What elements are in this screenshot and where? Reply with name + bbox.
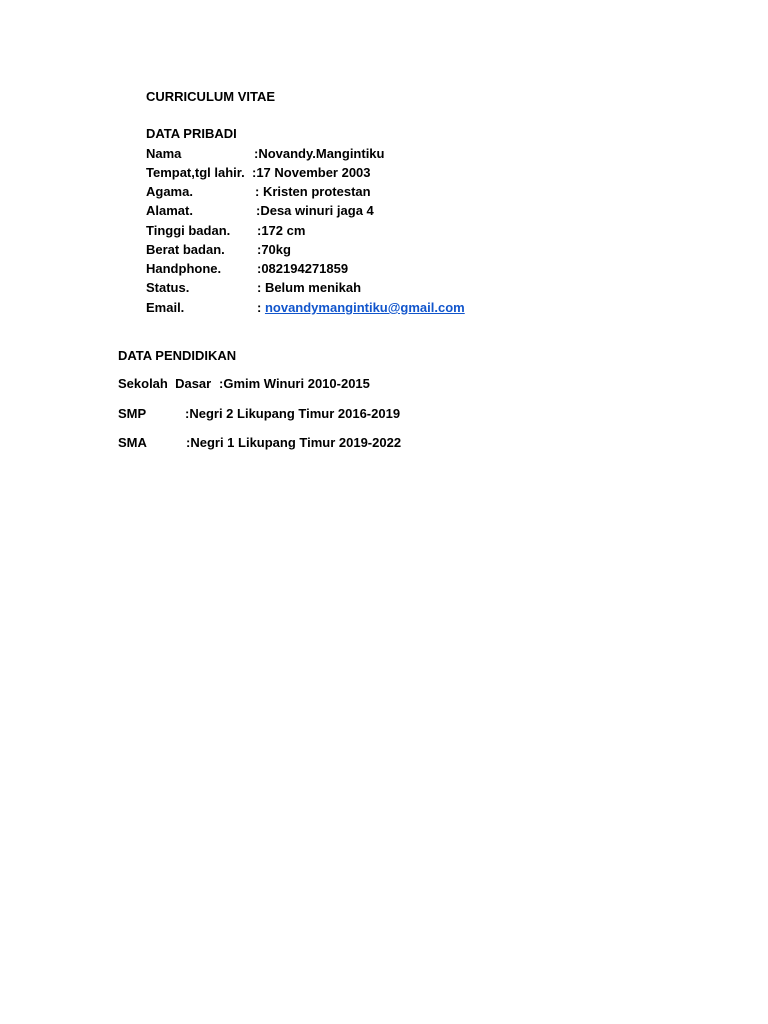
field-value: : Kristen protestan xyxy=(255,184,371,199)
field-value: :082194271859 xyxy=(257,261,349,276)
field-value: :Desa winuri jaga 4 xyxy=(256,203,374,218)
field-value: :172 cm xyxy=(257,223,306,238)
field-value xyxy=(257,300,465,316)
field-label: Handphone. xyxy=(146,261,222,276)
document-title: CURRICULUM VITAE xyxy=(146,89,276,104)
field-value: :Novandy.Mangintiku xyxy=(254,146,385,161)
field-value: :70kg xyxy=(257,242,291,257)
email-link[interactable]: novandymangintiku@gmail.com xyxy=(264,300,465,315)
school-value: :Negri 2 Likupang Timur 2016-2019 xyxy=(185,406,401,421)
email-separator: : xyxy=(257,300,265,315)
education-heading: DATA PENDIDIKAN xyxy=(118,348,237,363)
field-label: Agama. xyxy=(146,184,193,199)
field-label: Email. xyxy=(146,300,185,315)
school-value: :Gmim Winuri 2010-2015 xyxy=(219,376,370,391)
field-value: : Belum menikah xyxy=(257,280,362,295)
field-label: Status. xyxy=(146,280,190,295)
school-label: SMA xyxy=(118,435,147,450)
field-value: :17 November 2003 xyxy=(252,165,371,180)
school-label: Sekolah Dasar xyxy=(118,376,212,391)
field-label: Tinggi badan. xyxy=(146,223,231,238)
field-label: Berat badan. xyxy=(146,242,225,257)
field-label: Alamat. xyxy=(146,203,193,218)
field-label: Tempat,tgl lahir. xyxy=(146,165,245,180)
school-value: :Negri 1 Likupang Timur 2019-2022 xyxy=(186,435,402,450)
personal-data-heading: DATA PRIBADI xyxy=(146,126,237,141)
field-label: Nama xyxy=(146,146,182,161)
school-label: SMP xyxy=(118,406,147,421)
